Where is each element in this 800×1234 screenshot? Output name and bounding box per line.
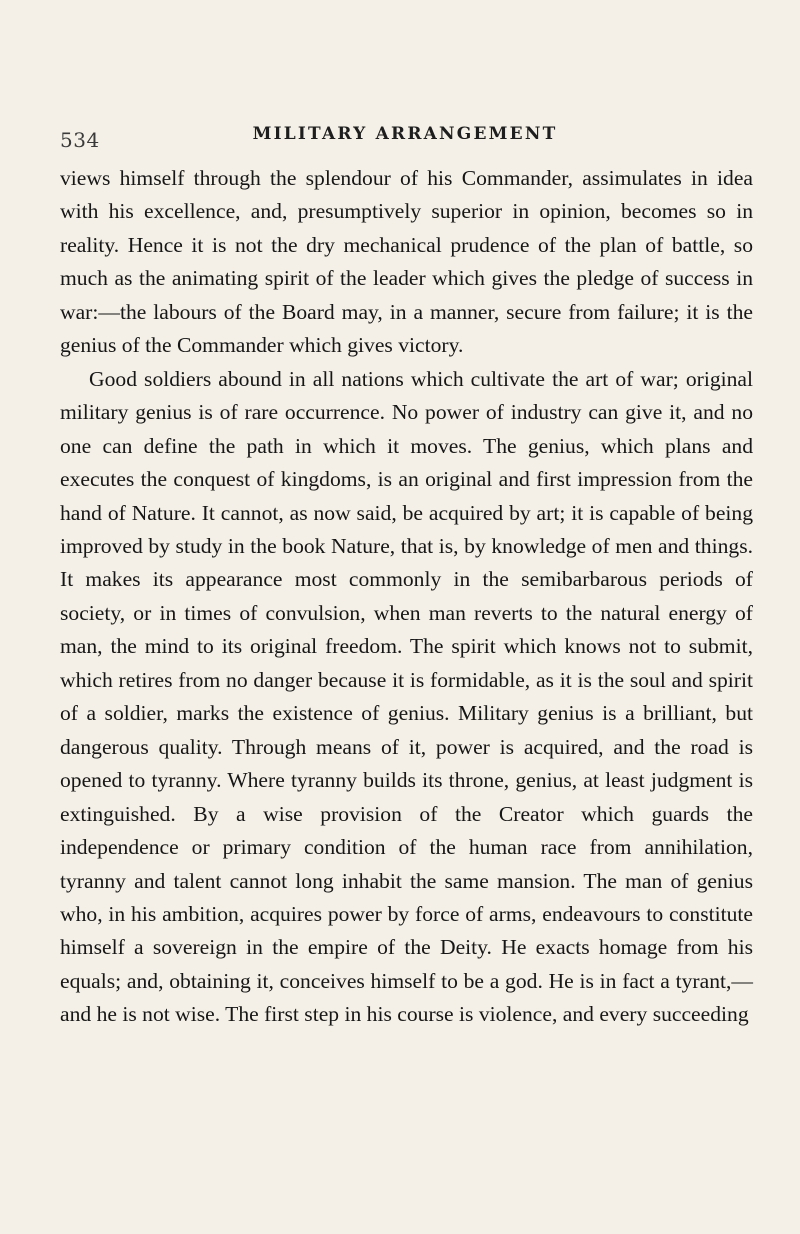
paragraph-continued: views himself through the splendour of his Commander, assimulates in idea with his excellence, and, presumptively superior in opinion, becomes so in reality. Hence it is not the dry mechanical prudence of the plan of battle, so much as the animating spirit of the leader which gives the pledge of success in war:—the labours of the Board may, in a manner, secure from failure; it is the genius of the Commander which gives victory. [60,166,753,358]
page-header [60,124,750,154]
paragraph: Good soldiers abound in all nations which cultivate the art of war; original military genius is of rare occurrence. No power of industry can give it, and no one can define the path in which it moves. The genius, which plans and executes the conquest of kingdoms, is an original and first impression from the hand of Nature. It cannot, as now said, be acquired by art; it is capable of being improved by study in the book Nature, that is, by knowledge of men and things. It makes its appearance most commonly in the semibarbarous periods of society, or in times of convulsion, when man reverts to the natural energy of man, the mind to its original freedom. The spirit which knows not to submit, which retires from no danger because it is formidable, as it is the soul and spirit of a soldier, marks the existence of genius. Military genius is a brilliant, but dangerous quality. Through means of it, power is acquired, and the road is opened to tyranny. Where tyranny builds its throne, genius, at least judgment is extinguished. By a wise provision of the Creator which guards the independence or primary condition of the human race from annihilation, tyranny and talent cannot long inhabit the same mansion. The man of genius who, in his ambition, acquires power by force of arms, endeavours to constitute himself a sovereign in the empire of the Deity. He exacts homage from his equals; and, obtaining it, conceives himself to be a god. He is in fact a tyrant,—and he is not wise. The first step in his course is violence, and every succeeding [60,366,753,1027]
page-number: 534 [60,128,100,152]
running-title: MILITARY ARRANGEMENT [252,124,558,144]
body-text [60,162,753,1032]
